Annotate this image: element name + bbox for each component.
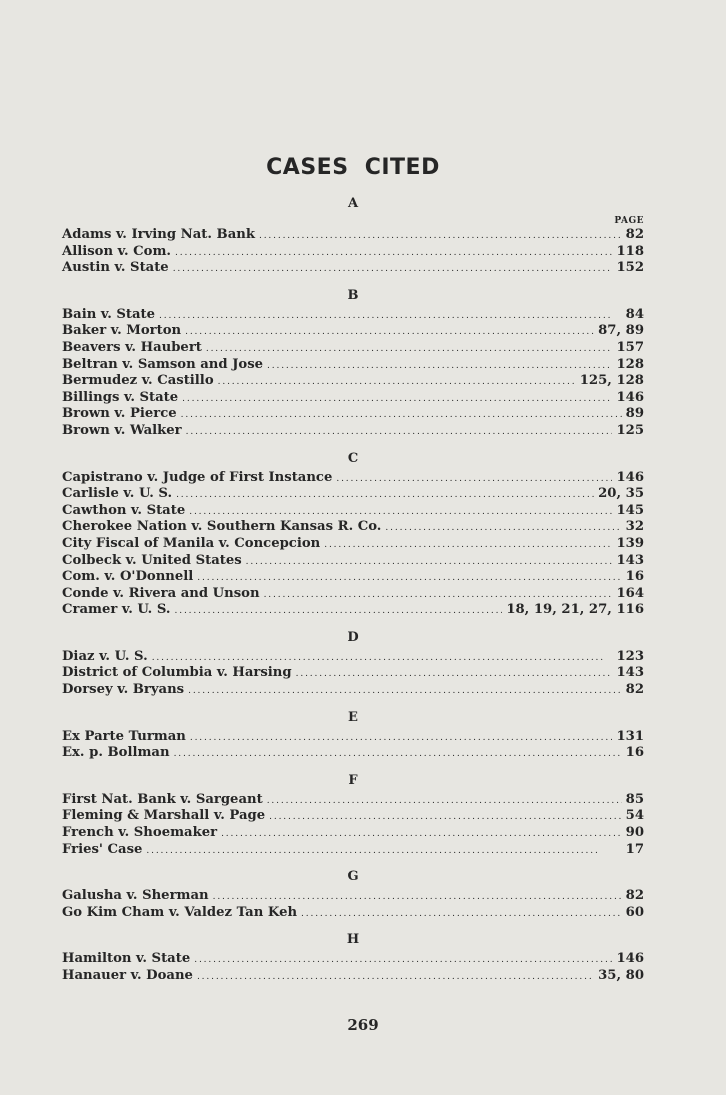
case-entry [62, 825, 644, 842]
dot-leader [197, 569, 621, 586]
case-entry [62, 665, 644, 682]
case-list [62, 888, 644, 921]
case-name: Go Kim Cham v. Valdez Tan Keh [62, 904, 298, 920]
case-pages: 128 [616, 356, 644, 372]
case-pages: 20, 35 [598, 486, 644, 502]
case-entry [62, 745, 644, 762]
case-name: Ex Parte Turman [62, 728, 186, 744]
case-name: Hamilton v. State [62, 951, 191, 967]
dot-leader [173, 260, 613, 277]
case-pages: 145 [616, 502, 644, 518]
case-entry [62, 423, 644, 440]
case-entry [62, 357, 644, 374]
dot-leader [259, 227, 622, 244]
case-pages: 16 [625, 569, 644, 585]
case-pages: 125, 128 [579, 373, 644, 389]
case-name: Fries' Case [62, 841, 143, 857]
case-pages: 143 [616, 552, 644, 568]
case-entry [62, 808, 644, 825]
case-pages: 146 [616, 951, 644, 967]
case-entry [62, 792, 644, 809]
dot-leader [206, 340, 613, 357]
case-name: Bermudez v. Castillo [62, 373, 214, 389]
dot-leader [385, 519, 621, 536]
dot-leader [176, 486, 594, 503]
section-letter: E [348, 709, 358, 725]
dot-leader [194, 951, 612, 968]
case-name: Bain v. State [62, 306, 156, 322]
dot-leader [269, 808, 622, 825]
case-name: Conde v. Rivera and Unson [62, 585, 260, 601]
case-list [62, 470, 644, 619]
case-name: Com. v. O'Donnell [62, 569, 194, 585]
case-name: Galusha v. Sherman [62, 888, 209, 904]
section-spacer [62, 985, 644, 993]
case-entry [62, 323, 644, 340]
dot-leader [324, 536, 612, 553]
case-pages: 146 [616, 469, 644, 485]
case-list [62, 729, 644, 762]
case-pages: 87, 89 [598, 323, 644, 339]
dot-leader [213, 888, 622, 905]
page-title: CASES CITED [266, 155, 440, 180]
case-entry [62, 227, 644, 244]
case-pages: 35, 80 [598, 968, 644, 983]
section-letter: F [348, 772, 358, 788]
dot-leader [181, 406, 622, 423]
case-name: Allison v. Com. [62, 243, 172, 259]
case-pages: 146 [616, 389, 644, 405]
case-entry [62, 968, 644, 985]
case-pages: 60 [625, 904, 644, 920]
index-page [62, 155, 644, 993]
case-entry [62, 470, 644, 487]
case-entry [62, 649, 644, 666]
case-name: Dorsey v. Bryans [62, 682, 185, 698]
case-name: Cawthon v. State [62, 502, 186, 518]
case-pages: 139 [616, 535, 644, 551]
dot-leader [174, 745, 622, 762]
section-spacer [62, 440, 644, 448]
case-pages: 157 [616, 339, 644, 355]
case-entry [62, 842, 644, 859]
case-pages: 16 [625, 745, 644, 761]
case-pages: 18, 19, 21, 27, 116 [506, 602, 644, 618]
case-pages: 32 [625, 519, 644, 535]
dot-leader [182, 390, 612, 407]
case-name: Adams v. Irving Nat. Bank [62, 227, 255, 242]
page-number: 269 [347, 1016, 379, 1034]
section-spacer [62, 921, 644, 929]
case-pages: 82 [625, 682, 644, 698]
section-letter: D [347, 629, 359, 645]
case-pages: 89 [625, 406, 644, 422]
case-entry [62, 536, 644, 553]
dot-leader [186, 423, 613, 440]
case-entry [62, 486, 644, 503]
section-letter: B [347, 287, 359, 303]
case-name: Diaz v. U. S. [62, 648, 148, 664]
case-pages: 118 [616, 243, 644, 259]
case-name: Austin v. State [62, 260, 169, 276]
case-name: City Fiscal of Manila v. Concepcion [62, 535, 321, 551]
case-pages: 125 [616, 422, 644, 438]
case-entry [62, 729, 644, 746]
case-entry [62, 406, 644, 423]
dot-leader [175, 244, 612, 261]
case-entry [62, 682, 644, 699]
dot-leader [188, 682, 622, 699]
section-spacer [62, 858, 644, 866]
case-pages: 123 [616, 648, 644, 664]
case-pages: 164 [616, 585, 644, 601]
dot-leader [296, 665, 613, 682]
case-name: Ex. p. Bollman [62, 745, 170, 761]
case-pages: 82 [625, 888, 644, 904]
case-pages: 54 [625, 808, 644, 824]
case-name: Beavers v. Haubert [62, 339, 202, 355]
case-name: French v. Shoemaker [62, 825, 218, 841]
case-name: Beltran v. Samson and Jose [62, 356, 264, 372]
page-column-heading: PAGE [614, 216, 644, 226]
case-pages: 152 [616, 260, 644, 276]
case-pages: 85 [625, 791, 644, 807]
dot-leader [197, 968, 594, 985]
case-entry [62, 888, 644, 905]
case-entry [62, 602, 644, 619]
case-entry [62, 244, 644, 261]
dot-leader [152, 649, 613, 666]
case-name: District of Columbia v. Harsing [62, 665, 292, 681]
section-letter: C [347, 450, 359, 466]
case-name: Capistrano v. Judge of First Instance [62, 469, 333, 485]
dot-leader [221, 825, 622, 842]
case-name: Hanauer v. Doane [62, 968, 193, 983]
case-entry [62, 586, 644, 603]
section-letter: G [347, 869, 359, 885]
dot-leader [246, 553, 613, 570]
dot-leader [267, 792, 622, 809]
case-name: Cherokee Nation v. Southern Kansas R. Co. [62, 519, 382, 535]
case-name: Colbeck v. United States [62, 552, 242, 568]
case-entry [62, 569, 644, 586]
case-pages: 84 [625, 306, 644, 322]
section-spacer [62, 762, 644, 770]
case-name: First Nat. Bank v. Sargeant [62, 791, 263, 807]
dot-leader [159, 307, 622, 324]
dot-leader [264, 586, 613, 603]
section-spacer [62, 619, 644, 627]
dot-leader [218, 373, 576, 390]
case-pages: 82 [625, 227, 644, 242]
case-pages: 131 [616, 728, 644, 744]
cases-index [62, 193, 644, 993]
case-list [62, 792, 644, 858]
case-list [62, 307, 644, 440]
section-letter: H [346, 932, 360, 948]
case-entry [62, 373, 644, 390]
case-name: Baker v. Morton [62, 323, 182, 339]
case-list [62, 227, 644, 277]
case-entry [62, 503, 644, 520]
case-list [62, 649, 644, 699]
section-spacer [62, 699, 644, 707]
case-list [62, 951, 644, 984]
case-name: Brown v. Walker [62, 422, 182, 438]
dot-leader [267, 357, 612, 374]
case-name: Fleming & Marshall v. Page [62, 808, 266, 824]
dot-leader [175, 602, 503, 619]
section-letter: A [347, 196, 359, 211]
case-entry [62, 951, 644, 968]
dot-leader [190, 729, 613, 746]
case-entry [62, 260, 644, 277]
case-pages: 90 [625, 825, 644, 841]
dot-leader [185, 323, 594, 340]
case-entry [62, 519, 644, 536]
case-name: Cramer v. U. S. [62, 602, 171, 618]
dot-leader [301, 905, 622, 922]
case-pages: 17 [625, 841, 644, 857]
case-entry [62, 553, 644, 570]
dot-leader [336, 470, 612, 487]
case-entry [62, 340, 644, 357]
case-name: Brown v. Pierce [62, 406, 177, 422]
section-spacer [62, 277, 644, 285]
case-pages: 143 [616, 665, 644, 681]
case-entry [62, 390, 644, 407]
dot-leader [146, 842, 621, 859]
case-entry [62, 307, 644, 324]
case-entry [62, 905, 644, 922]
case-name: Carlisle v. U. S. [62, 486, 173, 502]
case-name: Billings v. State [62, 389, 179, 405]
dot-leader [189, 503, 612, 520]
